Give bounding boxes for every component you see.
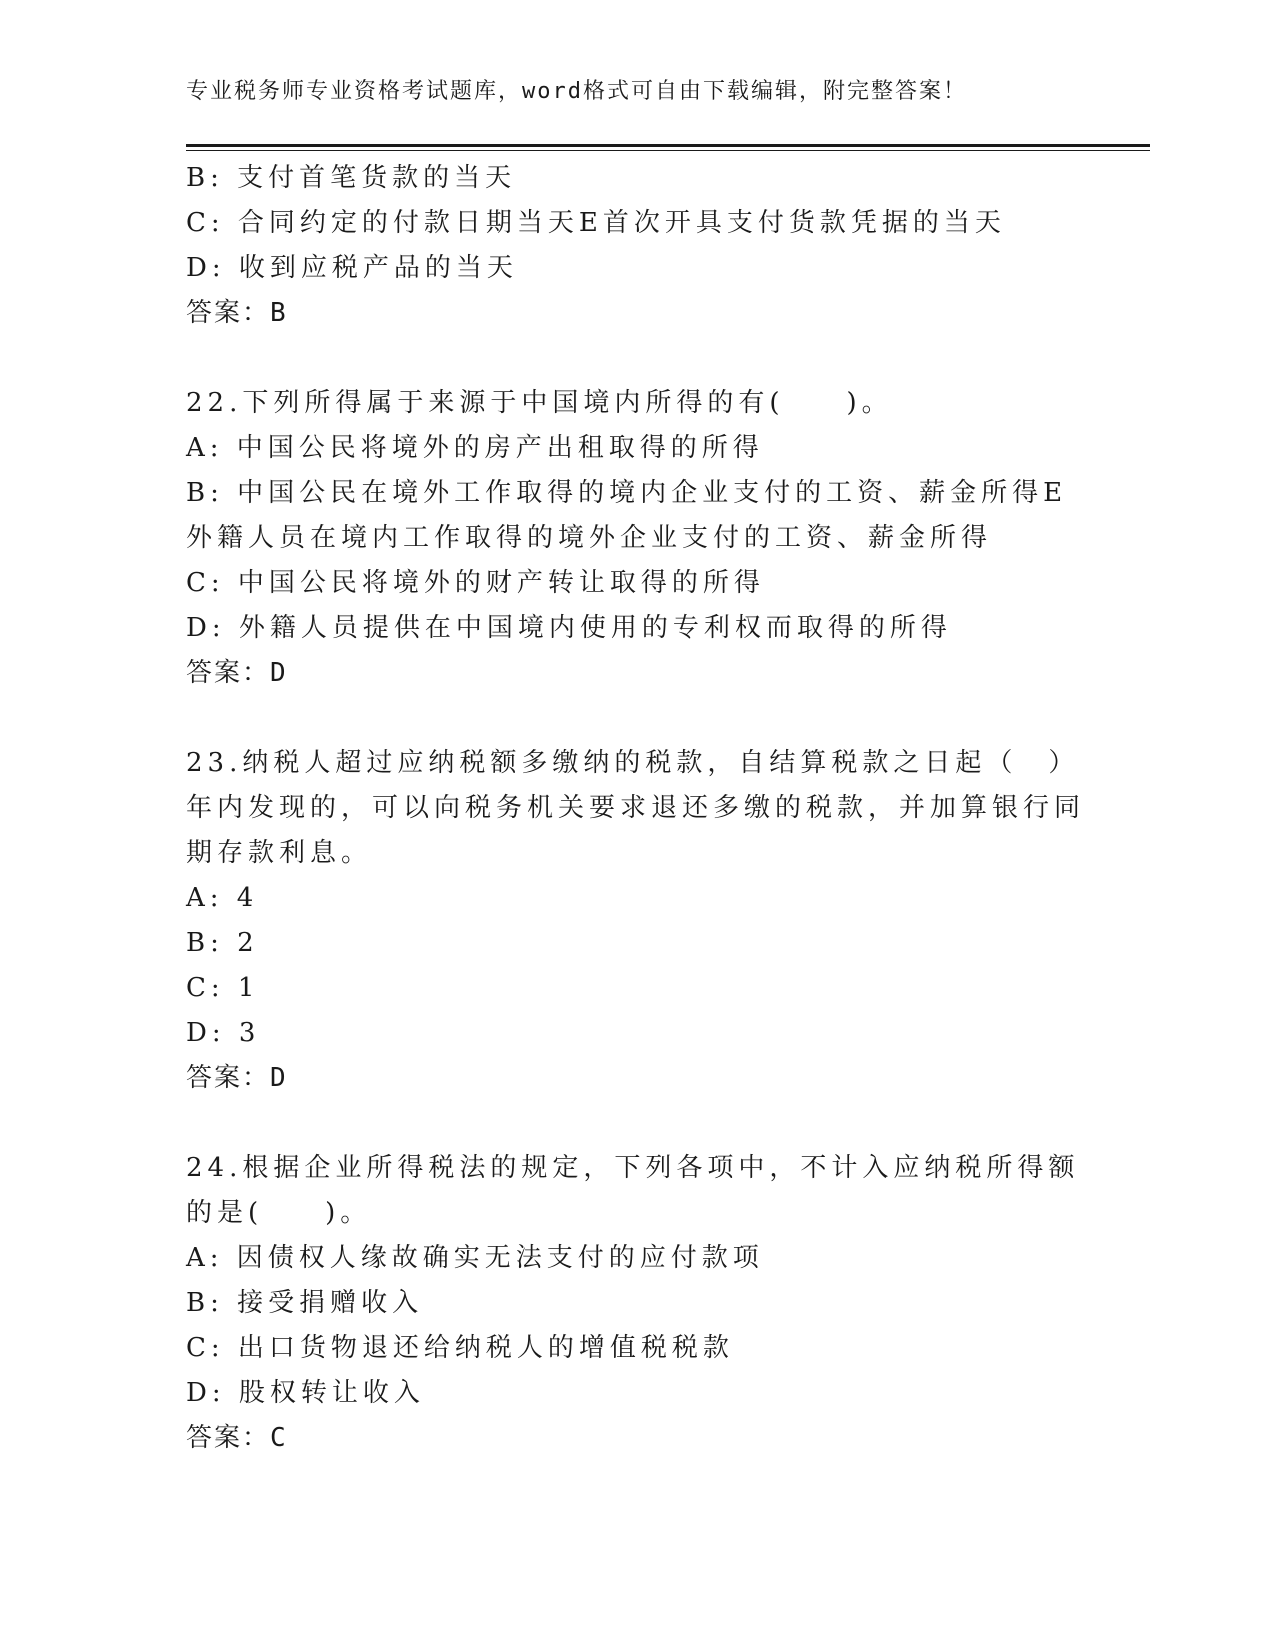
answer: 答案：D (186, 1063, 288, 1093)
question-stem: 22.下列所得属于来源于中国境内所得的有( )。 (186, 388, 893, 418)
header-rule-thin (186, 150, 1150, 151)
option-b: B: 中国公民在境外工作取得的境内企业支付的工资、薪金所得E外籍人员在境内工作取得的境外企业支付的工资、薪金所得 (186, 478, 1068, 553)
question-24 (186, 1146, 1086, 1461)
spacer (186, 336, 1086, 381)
question-stem: 23.纳税人超过应纳税额多缴纳的税款，自结算税款之日起（ ）年内发现的，可以向税务机关要求退还多缴的税款，并加算银行同期存款利息。 (186, 748, 1086, 868)
option-d: D: 股权转让收入 (186, 1378, 425, 1408)
question-22 (186, 381, 1086, 696)
question-23 (186, 741, 1086, 1101)
option-d: D: 收到应税产品的当天 (186, 253, 518, 283)
spacer (186, 696, 1086, 741)
option-c: C: 1 (186, 973, 260, 1003)
option-a: A: 4 (186, 883, 259, 913)
answer: 答案：B (186, 298, 288, 328)
option-b: B: 接受捐赠收入 (186, 1288, 424, 1318)
option-b: B: 支付首笔货款的当天 (186, 163, 517, 193)
option-d: D: 3 (186, 1018, 261, 1048)
question-list (186, 156, 1086, 1461)
question-21-tail (186, 156, 1086, 336)
option-a: A: 因债权人缘故确实无法支付的应付款项 (186, 1243, 764, 1273)
option-a: A: 中国公民将境外的房产出租取得的所得 (186, 433, 764, 463)
answer: 答案：C (186, 1423, 288, 1453)
option-d: D: 外籍人员提供在中国境内使用的专利权而取得的所得 (186, 613, 952, 643)
option-c: C: 中国公民将境外的财产转让取得的所得 (186, 568, 765, 598)
option-c: C: 合同约定的付款日期当天E首次开具支付货款凭据的当天 (186, 208, 1006, 238)
page-header: 专业税务师专业资格考试题库，word格式可自由下载编辑，附完整答案！ (186, 79, 967, 104)
header-rule-thick (186, 144, 1150, 147)
option-c: C: 出口货物退还给纳税人的增值税税款 (186, 1333, 734, 1363)
question-stem: 24.根据企业所得税法的规定，下列各项中，不计入应纳税所得额的是( )。 (186, 1153, 1080, 1228)
option-b: B: 2 (186, 928, 259, 958)
spacer (186, 1101, 1086, 1146)
answer: 答案：D (186, 658, 288, 688)
